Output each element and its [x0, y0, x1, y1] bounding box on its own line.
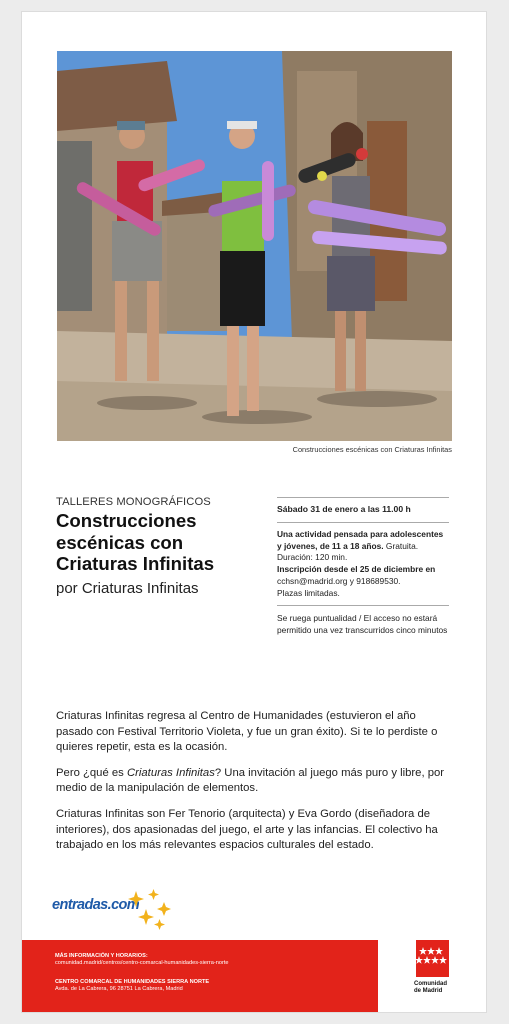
section-kicker: TALLERES MONOGRÁFICOS	[56, 496, 211, 508]
activity-details: Gratuita. Duración: 120 min.	[277, 540, 419, 563]
entradas-logo[interactable]	[52, 887, 172, 931]
activity-audience: Una actividad pensada para adolescentes y jóvenes, de 11 a 18 años.	[277, 529, 444, 551]
event-description	[56, 709, 452, 864]
footer-info	[55, 953, 228, 968]
entradas-logo-text: entradas.com	[52, 897, 140, 913]
footer-address	[55, 979, 209, 994]
description-paragraph: Criaturas Infinitas regresa al Centro de Humanidades (estuvieron el año pasado con Festival Territorio Violeta, y fue un gran éxito). Si te lo perdiste o quieres repetir, esta es la ocasión.	[56, 710, 438, 754]
event-byline: por Criaturas Infinitas	[56, 580, 199, 597]
footer-url[interactable]: comunidad.madrid/centros/centro-comarcal-humanidades-sierra-norte	[55, 960, 229, 967]
description-paragraph: Pero ¿qué es Criaturas Infinitas? Una invitación al juego más puro y libre, por medio de la manipulación de elementos.	[56, 766, 445, 795]
event-info	[277, 497, 449, 637]
comunidad-madrid-name: Comunidad de Madrid	[414, 981, 447, 994]
footer-bar	[22, 940, 378, 1012]
poster	[22, 12, 486, 1012]
event-title: Construcciones escénicas con Criaturas Infinitas	[56, 510, 215, 574]
center-address: Avda. de La Cabrera, 96 28751 La Cabrera, Madrid	[55, 986, 183, 993]
footer-info-label: MÁS INFORMACIÓN Y HORARIOS:	[55, 953, 148, 959]
punctuality-note: Se ruega puntualidad / El acceso no estará permitido una vez transcurridos cinco minutos	[277, 613, 448, 635]
registration-label: Inscripción desde el 25 de diciembre en	[277, 564, 436, 575]
registration-contact: cchsn@madrid.org y 918689530.	[277, 575, 401, 586]
photo-caption: Construcciones escénicas con Criaturas Infinitas	[292, 445, 452, 454]
event-date: Sábado 31 de enero a las 11.00 h	[277, 504, 411, 514]
madrid-flag-icon	[416, 940, 449, 977]
limited-places: Plazas limitadas.	[277, 587, 340, 598]
stars-icon	[124, 887, 172, 931]
description-paragraph: Criaturas Infinitas son Fer Tenorio (arquitecta) y Eva Gordo (diseñadora de interiores), dos apasionadas del juego, el arte y las infancias. El colectivo ha trabajado en los más relevantes espacios culturales del estado.	[56, 807, 438, 852]
event-photo	[57, 51, 452, 441]
event-details	[277, 523, 449, 605]
comunidad-madrid-logo	[414, 940, 474, 1000]
center-name: CENTRO COMARCAL DE HUMANIDADES SIERRA NORTE	[55, 979, 210, 985]
